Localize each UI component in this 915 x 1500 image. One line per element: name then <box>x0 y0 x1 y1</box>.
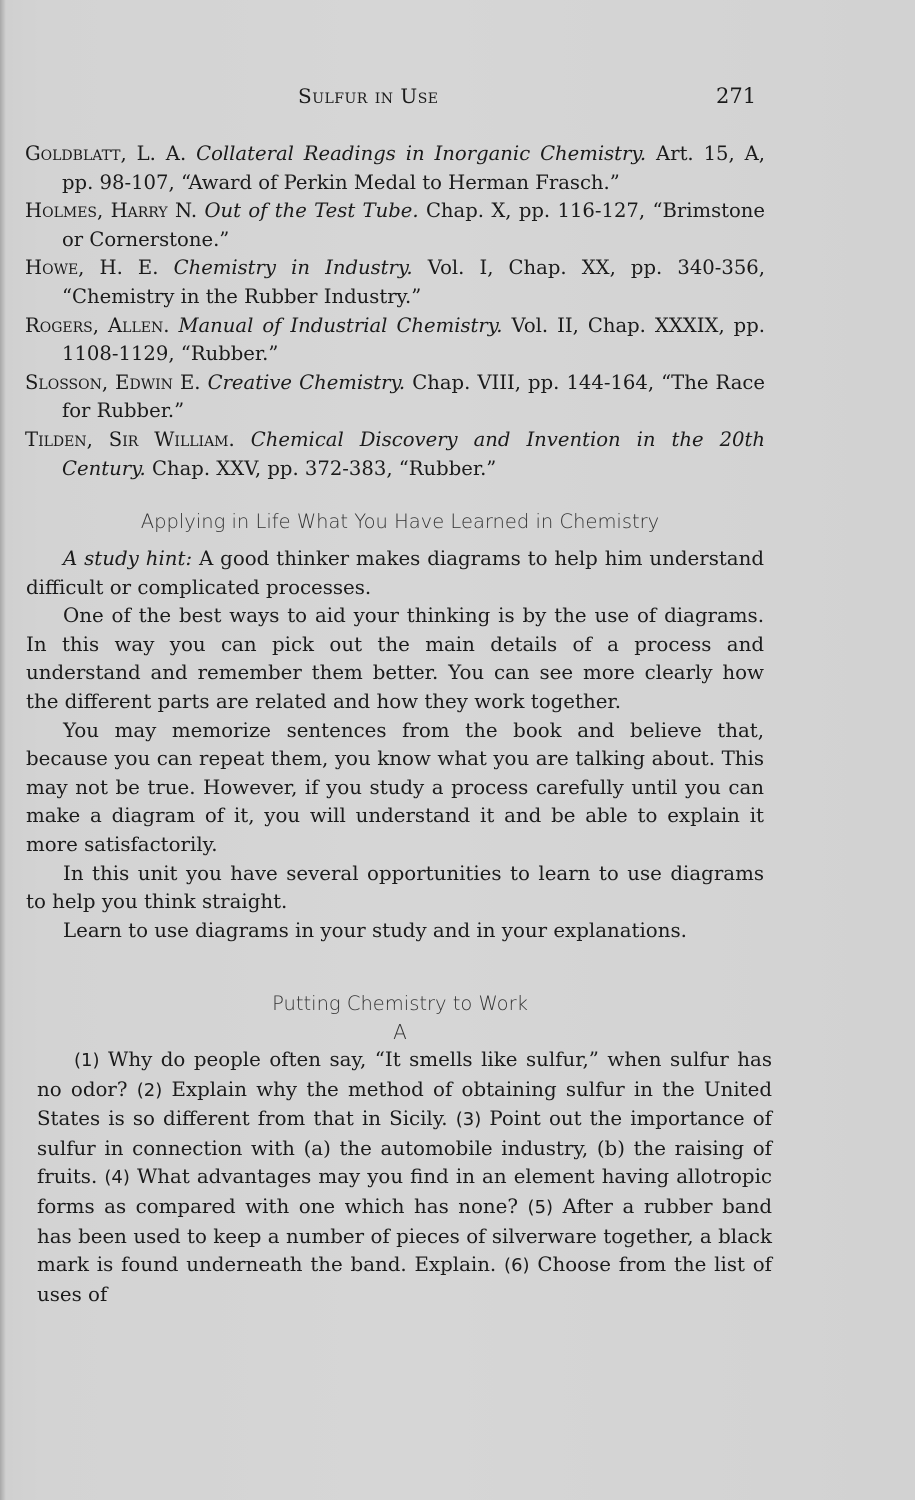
questions-section <box>37 1046 772 1309</box>
section-heading-putting: Putting Chemistry to Work <box>272 992 528 1015</box>
question-text: Choose from the list of uses of <box>37 1253 772 1306</box>
question-number: (6) <box>504 1255 530 1277</box>
reference-title: Creative Chemistry. <box>207 370 406 394</box>
reference-entry <box>25 426 765 483</box>
reference-author: Holmes, Harry N. <box>25 199 198 223</box>
running-head: Sulfur in Use <box>298 84 439 108</box>
reference-entry <box>25 369 765 426</box>
page-header <box>0 84 915 114</box>
question-text: Why do people often say, “It smells like sulfur,” when sulfur has no odor? <box>37 1048 772 1101</box>
reference-title: Out of the Test Tube. <box>204 199 419 223</box>
reference-author: Tilden, Sir William. <box>25 427 235 451</box>
question-number: (2) <box>136 1079 163 1101</box>
reference-details: Chap. XXV, pp. 372-383, “Rubber.” <box>152 456 497 480</box>
reference-author: Howe, H. E. <box>25 256 159 280</box>
question-number: (5) <box>527 1196 554 1218</box>
question-number: (3) <box>455 1109 482 1131</box>
page-number: 271 <box>716 84 757 108</box>
question-text: After a rubber band has been used to keep a number of pieces of silverware together, a black mark is found underneath the band. Explain. <box>37 1194 772 1277</box>
question-number: (4) <box>104 1167 130 1189</box>
reference-entry <box>25 312 765 369</box>
section-heading-applying: Applying in Life What You Have Learned in Chemistry <box>140 510 660 533</box>
question-text: What advantages may you find in an element having allotropic forms as compared with one which has none? <box>37 1165 772 1218</box>
reference-list <box>25 140 765 483</box>
study-hint-section <box>26 545 764 945</box>
body-paragraph: One of the best ways to aid your thinking is by the use of diagrams. In this way you can pick out the main details of a process and understand and remember them better. You can see more clearly how the different parts are related and how they work together. <box>26 604 764 713</box>
body-paragraph: In this unit you have several opportunities to learn to use diagrams to help you think straight. <box>26 861 764 914</box>
reference-title: Manual of Industrial Chemistry. <box>178 313 503 337</box>
study-hint-paragraph <box>26 545 764 602</box>
reference-details: Vol. I, Chap. XX, pp. 340-356, “Chemistry in the Rubber Industry.” <box>62 256 765 308</box>
reference-details: Chap. X, pp. 116-127, “Brimstone or Cornerstone.” <box>62 199 766 251</box>
body-paragraph: Learn to use diagrams in your study and in your explanations. <box>63 918 687 942</box>
reference-author: Rogers, Allen. <box>25 313 170 337</box>
study-hint-label: A study hint: <box>63 547 193 570</box>
reference-title: Collateral Readings in Inorganic Chemistry. <box>196 142 647 165</box>
question-number: (1) <box>74 1050 100 1071</box>
reference-details: Vol. II, Chap. XXXIX, pp. 1108-1129, “Rubber.” <box>62 313 765 366</box>
reference-entry <box>25 254 765 311</box>
reference-entry <box>25 140 765 197</box>
reference-details: Art. 15, A, pp. 98-107, “Award of Perkin Medal to Herman Frasch.” <box>62 142 766 194</box>
study-hint-text: A good thinker makes diagrams to help him understand difficult or complicated processes. <box>26 547 764 599</box>
reference-author: Goldblatt, L. A. <box>25 142 187 165</box>
reference-details: Chap. VIII, pp. 144-164, “The Race for Rubber.” <box>62 370 766 423</box>
reference-entry <box>25 197 765 254</box>
reference-title: Chemical Discovery and Invention in the 20th Century. <box>62 427 765 480</box>
question-text: Point out the importance of sulfur in connection with (a) the automobile industry, (b) the raising of fruits. <box>37 1107 772 1189</box>
questions-paragraph <box>37 1046 772 1309</box>
question-text: Explain why the method of obtaining sulfur in the United States is so different from that in Sicily. <box>37 1077 772 1131</box>
body-paragraph: You may memorize sentences from the book and believe that, because you can repeat them, you know what you are talking about. This may not be true. However, if you study a process carefully until you can make a diagram of it, you will understand it and be able to explain it more satisfactorily. <box>26 718 764 856</box>
subsection-label: A <box>393 1020 407 1044</box>
reference-author: Slosson, Edwin E. <box>25 370 201 394</box>
reference-title: Chemistry in Industry. <box>173 256 413 280</box>
